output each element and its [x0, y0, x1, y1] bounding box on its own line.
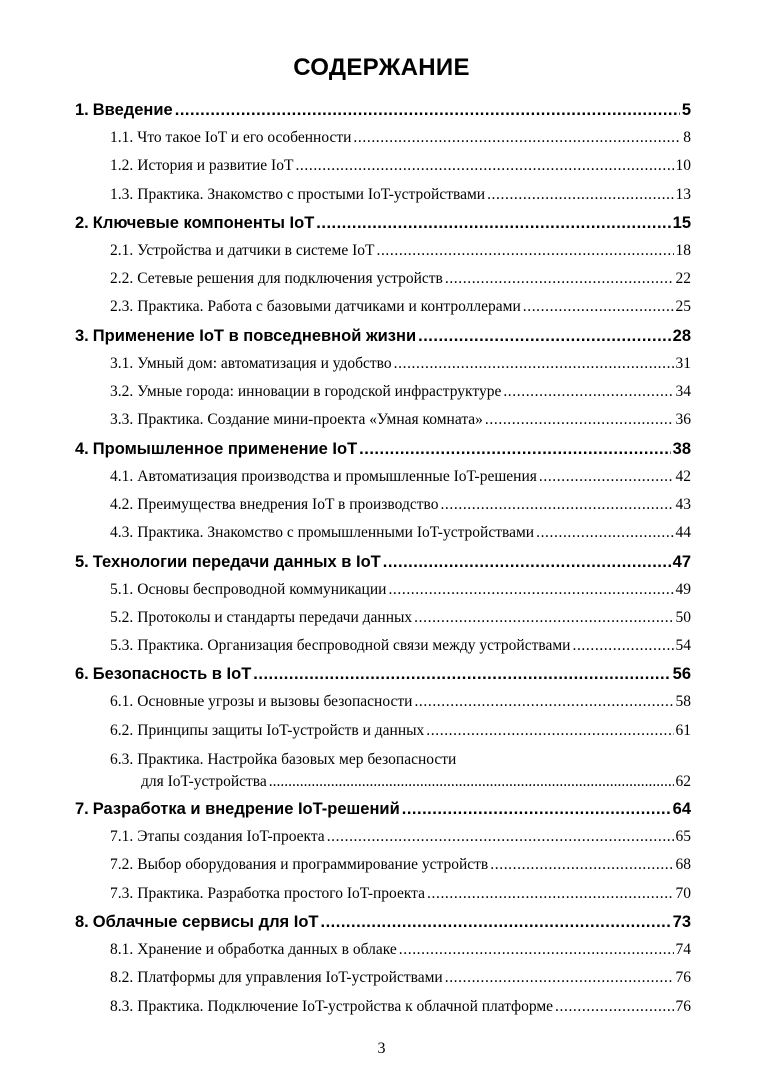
- section-number: 7.3.: [110, 884, 134, 902]
- dot-leader: [536, 519, 673, 547]
- toc-section-entry[interactable]: [75, 993, 691, 1021]
- section-page-number: 70: [675, 884, 691, 902]
- section-title: Автоматизация производства и промышленные IoT-решения: [137, 467, 537, 485]
- toc-chapter-entry[interactable]: [75, 908, 691, 936]
- section-page-number: 76: [675, 969, 691, 987]
- section-title: Практика. Организация беспроводной связи между устройствами: [137, 637, 571, 655]
- section-number: 6.2.: [110, 721, 134, 739]
- dot-leader: [414, 604, 673, 632]
- toc-section-entry[interactable]: [75, 237, 691, 265]
- toc-section-entry[interactable]: [75, 378, 691, 406]
- section-number: 4.3.: [110, 524, 134, 542]
- dot-leader: [359, 435, 670, 463]
- section-title: Основы беспроводной коммуникации: [137, 580, 387, 598]
- dot-leader: [353, 124, 681, 152]
- section-page-number: 10: [675, 157, 691, 175]
- dot-leader: [316, 209, 670, 237]
- toc-section-entry[interactable]: [75, 717, 691, 745]
- chapter-page-number: 47: [672, 552, 691, 571]
- section-title: Основные угрозы и вызовы безопасности: [137, 693, 413, 711]
- chapter-page-number: 64: [672, 800, 691, 819]
- section-page-number: 49: [675, 580, 691, 598]
- dot-leader: [376, 237, 673, 265]
- section-number: 7.1.: [110, 828, 134, 846]
- chapter-title: Ключевые компоненты IoT: [92, 213, 315, 232]
- section-number: 6.3.: [110, 751, 134, 769]
- section-page-number: 31: [675, 354, 691, 372]
- section-number: 5.3.: [110, 637, 134, 655]
- section-page-number: 65: [675, 828, 691, 846]
- dot-leader: [485, 406, 674, 434]
- dot-leader: [399, 936, 674, 964]
- section-page-number: 50: [675, 608, 691, 626]
- dot-leader: [269, 771, 674, 793]
- section-title: Выбор оборудования и программирование устройств: [137, 856, 489, 874]
- toc-section-entry[interactable]: [75, 964, 691, 992]
- chapter-title: Промышленное применение IoT: [92, 439, 358, 458]
- section-number: 1.1.: [110, 129, 134, 146]
- chapter-number: 1.: [75, 101, 89, 119]
- section-number: 7.2.: [110, 856, 134, 874]
- chapter-page-number: 38: [672, 439, 691, 458]
- section-title: Хранение и обработка данных в облаке: [137, 940, 397, 958]
- section-title: Сетевые решения для подключения устройств: [137, 270, 443, 288]
- chapter-title: Технологии передачи данных в IoT: [92, 552, 381, 571]
- section-number: 8.3.: [110, 997, 134, 1015]
- section-title: Практика. Знакомство с простыми IoT-устройствами: [137, 185, 486, 203]
- dot-leader: [539, 463, 674, 491]
- chapter-title: Разработка и внедрение IoT-решений: [92, 800, 400, 819]
- section-number: 3.1.: [110, 354, 134, 372]
- toc-section-entry[interactable]: [75, 604, 691, 632]
- toc-chapter-entry[interactable]: [75, 548, 691, 576]
- chapter-page-number: 73: [672, 912, 691, 931]
- section-page-number: 54: [675, 637, 691, 655]
- section-number: 1.3.: [110, 185, 134, 203]
- section-page-number: 76: [675, 997, 691, 1015]
- section-title: Практика. Разработка простого IoT-проекта: [137, 884, 426, 902]
- section-number: 2.3.: [110, 298, 134, 316]
- toc-chapter-entry[interactable]: [75, 322, 691, 350]
- section-page-number: 18: [675, 241, 691, 259]
- section-page-number: 8: [683, 129, 691, 146]
- dot-leader: [440, 491, 673, 519]
- table-of-contents: [75, 96, 691, 1021]
- section-title: Практика. Знакомство с промышленными IoT-устройствами: [137, 524, 535, 542]
- dot-leader: [321, 908, 671, 936]
- dot-leader: [394, 350, 674, 378]
- section-number: 5.1.: [110, 580, 134, 598]
- chapter-title: Облачные сервисы для IoT: [92, 912, 319, 931]
- section-title-line-2: [110, 771, 691, 793]
- dot-leader: [327, 823, 674, 851]
- toc-section-entry[interactable]: [75, 823, 691, 851]
- dot-leader: [426, 717, 673, 745]
- section-page-number: 25: [675, 298, 691, 316]
- chapter-number: 8.: [75, 912, 89, 931]
- section-number: 5.2.: [110, 608, 134, 626]
- dot-leader: [253, 660, 670, 688]
- toc-section-entry[interactable]: [75, 265, 691, 293]
- section-page-number: 34: [675, 383, 691, 401]
- section-number: 4.2.: [110, 495, 134, 513]
- toc-section-entry[interactable]: [75, 851, 691, 879]
- toc-chapter-entry[interactable]: [75, 209, 691, 237]
- section-title: Преимущества внедрения IoT в производство: [137, 495, 439, 513]
- toc-section-entry[interactable]: [75, 745, 691, 795]
- section-title: Умные города: инновации в городской инфраструктуре: [137, 383, 502, 401]
- chapter-number: 6.: [75, 665, 89, 684]
- section-page-number: 74: [675, 940, 691, 958]
- toc-section-entry[interactable]: [75, 463, 691, 491]
- section-number: 8.1.: [110, 940, 134, 958]
- chapter-page-number: 5: [681, 101, 691, 119]
- section-page-number: 61: [675, 721, 691, 739]
- section-page-number: 44: [675, 524, 691, 542]
- dot-leader: [388, 576, 673, 604]
- chapter-number: 2.: [75, 213, 89, 232]
- section-number: 3.3.: [110, 411, 134, 429]
- chapter-number: 5.: [75, 552, 89, 571]
- section-title: Практика. Создание мини-проекта «Умная комната»: [137, 411, 483, 429]
- chapter-page-number: 28: [672, 326, 691, 345]
- toc-chapter-entry[interactable]: [75, 96, 691, 124]
- chapter-number: 7.: [75, 800, 89, 819]
- section-number: 2.2.: [110, 270, 134, 288]
- toc-section-entry[interactable]: [75, 880, 691, 908]
- dot-leader: [572, 632, 673, 660]
- toc-section-entry[interactable]: [75, 406, 691, 434]
- section-page-number: 13: [675, 185, 691, 203]
- section-number: 3.2.: [110, 383, 134, 401]
- section-title: Практика. Подключение IoT-устройства к облачной платформе: [137, 997, 554, 1015]
- dot-leader: [490, 851, 673, 879]
- section-title: Практика. Работа с базовыми датчиками и контроллерами: [137, 298, 521, 316]
- dot-leader: [418, 322, 671, 350]
- section-title: Принципы защиты IoT-устройств и данных: [137, 721, 425, 739]
- toc-section-entry[interactable]: [75, 688, 691, 716]
- section-page-number: 36: [675, 411, 691, 429]
- chapter-title: Безопасность в IoT: [92, 665, 252, 684]
- toc-chapter-entry[interactable]: [75, 795, 691, 823]
- dot-leader: [503, 378, 673, 406]
- toc-section-entry[interactable]: [75, 293, 691, 321]
- toc-section-entry[interactable]: [75, 519, 691, 547]
- dot-leader: [414, 688, 673, 716]
- section-page-number: 58: [675, 693, 691, 711]
- section-title-line-1: [110, 749, 691, 771]
- section-page-number: 42: [675, 467, 691, 485]
- toc-section-entry[interactable]: [75, 576, 691, 604]
- dot-leader: [402, 795, 671, 823]
- dot-leader: [487, 181, 673, 209]
- toc-section-entry[interactable]: [75, 152, 691, 180]
- section-page-number: 43: [675, 495, 691, 513]
- page-title: СОДЕРЖАНИЕ: [293, 54, 470, 81]
- chapter-number: 3.: [75, 326, 89, 345]
- dot-leader: [523, 293, 674, 321]
- section-number: 2.1.: [110, 241, 134, 259]
- toc-chapter-entry[interactable]: [75, 660, 691, 688]
- section-page-number: 22: [675, 270, 691, 288]
- section-page-number: 68: [675, 856, 691, 874]
- dot-leader: [555, 993, 673, 1021]
- section-title: История и развитие IoT: [137, 157, 294, 175]
- section-title: Что такое IoT и его особенности: [137, 129, 352, 146]
- toc-section-entry[interactable]: [75, 350, 691, 378]
- dot-leader: [445, 265, 674, 293]
- section-title-continued: для IoT-устройства: [141, 773, 267, 791]
- section-title: Этапы создания IoT-проекта: [137, 828, 325, 846]
- toc-section-entry[interactable]: [75, 936, 691, 964]
- section-number: 1.2.: [110, 157, 134, 175]
- dot-leader: [295, 152, 673, 180]
- page-number: 3: [377, 1040, 386, 1057]
- chapter-title: Введение: [92, 101, 173, 119]
- dot-leader: [427, 880, 673, 908]
- toc-section-entry[interactable]: [75, 632, 691, 660]
- dot-leader: [445, 964, 674, 992]
- dot-leader: [175, 96, 680, 124]
- toc-chapter-entry[interactable]: [75, 435, 691, 463]
- chapter-number: 4.: [75, 439, 89, 458]
- toc-section-entry[interactable]: [75, 491, 691, 519]
- section-title: Протоколы и стандарты передачи данных: [137, 608, 413, 626]
- toc-section-entry[interactable]: [75, 124, 691, 152]
- dot-leader: [383, 548, 671, 576]
- section-title: Устройства и датчики в системе IoT: [137, 241, 375, 259]
- toc-section-entry[interactable]: [75, 181, 691, 209]
- chapter-page-number: 56: [672, 665, 691, 684]
- chapter-page-number: 15: [672, 213, 691, 232]
- section-title: Платформы для управления IoT-устройствами: [137, 969, 443, 987]
- section-page-number: 62: [675, 773, 691, 791]
- section-number: 8.2.: [110, 969, 134, 987]
- chapter-title: Применение IoT в повседневной жизни: [92, 326, 417, 345]
- section-number: 6.1.: [110, 693, 134, 711]
- section-title: Практика. Настройка базовых мер безопасности: [137, 751, 457, 769]
- section-number: 4.1.: [110, 467, 134, 485]
- section-title: Умный дом: автоматизация и удобство: [137, 354, 392, 372]
